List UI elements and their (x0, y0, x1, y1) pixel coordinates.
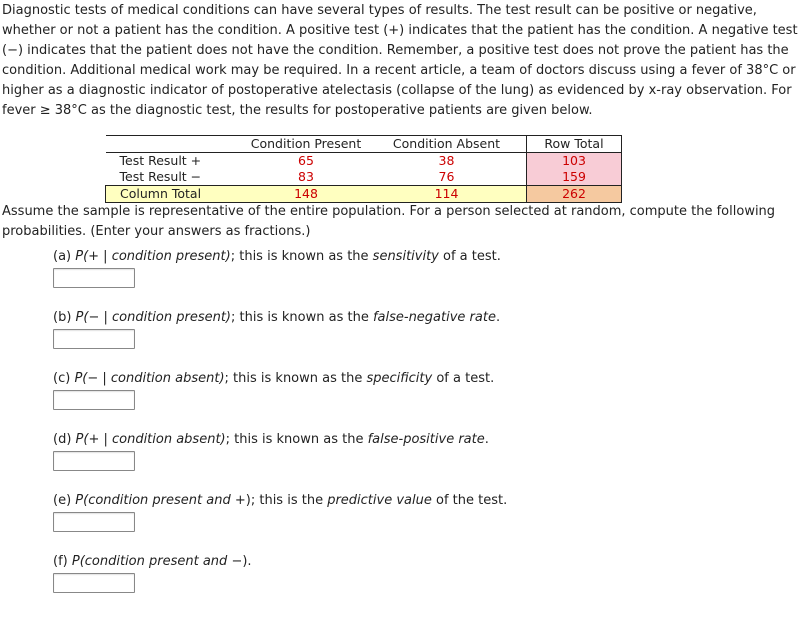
column-total-value: 148 (245, 186, 367, 203)
term: false-positive rate (367, 432, 485, 447)
answer-input-e[interactable] (53, 512, 135, 532)
intro-line: whether or not a patient has the condition. A positive test (+) indicates that the patient has the condition. A negative test (2, 23, 798, 38)
answer-input-a[interactable] (53, 268, 135, 288)
cell-value: 38 (438, 153, 455, 168)
probability-expression: P(− | condition absent) (74, 371, 225, 386)
probability-expression: P(+ | condition present) (75, 249, 231, 264)
instructions-line: probabilities. (Enter your answers as fractions.) (2, 224, 311, 239)
answer-input-c[interactable] (53, 390, 135, 410)
probability-expression: P(+ | condition absent) (75, 432, 226, 447)
row-total-value: 159 (527, 169, 622, 186)
answer-input-d[interactable] (53, 451, 135, 471)
question-text: ; this is known as the (225, 432, 368, 447)
question-text: . (495, 310, 501, 325)
term: specificity (366, 371, 433, 386)
question-text: ; this is known as the (231, 310, 373, 325)
probability-expression: P(condition present (75, 493, 207, 508)
cell-value: 76 (438, 169, 455, 184)
grand-total-value: 262 (527, 186, 622, 203)
problem-intro (2, 1, 804, 121)
probability-expression: P(condition present (71, 554, 203, 569)
contingency-table (105, 135, 622, 203)
question-text: . (484, 432, 489, 447)
question-a (53, 248, 501, 266)
row-label: Test Result + (119, 153, 202, 168)
table-header-row (106, 136, 622, 153)
instructions (2, 202, 804, 242)
question-prefix: (a) (53, 249, 76, 264)
term: sensitivity (372, 249, 439, 264)
probability-expression: −). (227, 554, 252, 569)
question-text: of a test. (432, 371, 495, 386)
probability-expression: P(− | condition present) (75, 310, 231, 325)
intro-line: higher as a diagnostic indicator of postoperative atelectasis (collapse of the lung) as evidenced by x-ray observation. For (2, 83, 792, 98)
table-row (106, 153, 622, 170)
question-text: ; this is the (250, 493, 328, 508)
question-prefix: (e) (53, 493, 76, 508)
table-row (106, 169, 622, 186)
cell-value: 83 (298, 169, 314, 184)
header-condition-present: Condition Present (245, 136, 367, 153)
table-corner (106, 136, 246, 153)
row-label: Test Result − (119, 169, 202, 184)
question-text: of the test. (431, 493, 508, 508)
cell-value: 65 (298, 153, 314, 168)
question-c (53, 370, 494, 388)
question-f (53, 553, 252, 571)
instructions-line: Assume the sample is representative of the entire population. For a person selected at random, compute the following (2, 204, 776, 219)
answer-input-f[interactable] (53, 573, 135, 593)
and-keyword: and (206, 493, 231, 508)
question-b (53, 309, 500, 327)
row-total-value: 103 (527, 153, 622, 170)
column-total-value: 114 (367, 186, 527, 203)
term: false-negative rate (372, 310, 496, 325)
question-text: ; this is known as the (224, 371, 367, 386)
and-keyword: and (202, 554, 228, 569)
question-prefix: (f) (53, 554, 72, 569)
intro-line: fever ≥ 38°C as the diagnostic test, the results for postoperative patients are given below. (2, 103, 593, 118)
question-text: ; this is known as the (230, 249, 373, 264)
intro-line: (−) indicates that the patient does not have the condition. Remember, a positive test does not prove the patient has the (2, 43, 789, 58)
question-text: of a test. (438, 249, 501, 264)
question-prefix: (d) (53, 432, 76, 447)
answer-input-b[interactable] (53, 329, 135, 349)
intro-line: condition. Additional medical work may be required. In a recent article, a team of doctors discuss using a fever of 38°C or (2, 63, 796, 78)
header-condition-absent: Condition Absent (367, 136, 527, 153)
column-total-row (106, 186, 622, 203)
intro-line: Diagnostic tests of medical conditions can have several types of results. The test result can be positive or negative, (2, 3, 757, 18)
question-prefix: (c) (53, 371, 75, 386)
question-prefix: (b) (53, 310, 76, 325)
probability-expression: +) (230, 493, 251, 508)
question-d (53, 431, 489, 449)
row-label: Column Total (106, 186, 246, 203)
question-e (53, 492, 507, 510)
term: predictive value (327, 493, 432, 508)
header-row-total: Row Total (527, 136, 622, 153)
